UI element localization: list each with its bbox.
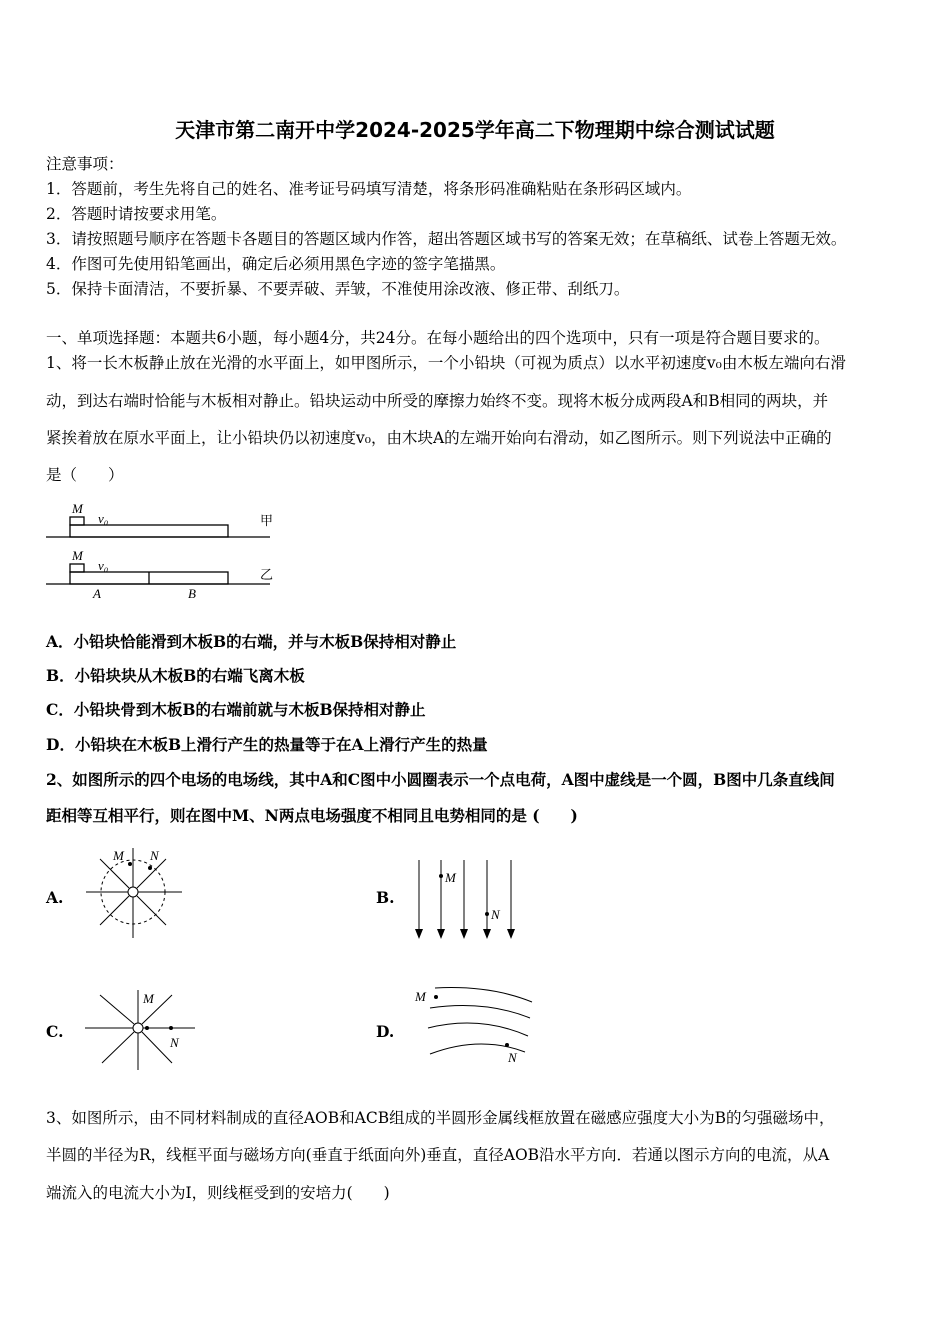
q3-text: 3、如图所示，由不同材料制成的直径AOB和ACB组成的半圆形金属线框放置在磁感应强度大小为B的匀强磁场中， (46, 1109, 835, 1127)
field-c-diagram (80, 985, 200, 1075)
label-b: B (188, 586, 196, 601)
q3-text: 端流入的电流大小为I，则线框受到的安培力( ) (46, 1184, 390, 1202)
note-item: 4．作图可先使用铅笔画出，确定后必须用黑色字迹的签字笔描黑。 (46, 255, 506, 273)
q2-label-b[interactable]: B. (376, 888, 395, 907)
label-a: A (93, 586, 101, 601)
note-item: 2．答题时请按要求用笔。 (46, 205, 227, 223)
q2-text: 2、如图所示的四个电场的电场线，其中A和C图中小圆圈表示一个点电荷，A图中虚线是一个圆，B图中几条直线间 (46, 770, 835, 789)
option-c[interactable]: C．小铅块骨到木板B的右端前就与木板B保持相对静止 (46, 700, 426, 719)
option-d[interactable]: D．小铅块在木板B上滑行产生的热量等于在A上滑行产生的热量 (46, 735, 488, 754)
q3-text: 半圆的半径为R，线框平面与磁场方向(垂直于纸面向外)垂直，直径AOB沿水平方向．若通以图示方向的电流，从A (46, 1146, 830, 1164)
label-m: M (445, 870, 456, 885)
notes-heading: 注意事项： (46, 155, 124, 173)
page-title: 天津市第二南开中学2024-2025学年高二下物理期中综合测试试题 (175, 118, 775, 142)
label-m: M (72, 548, 83, 563)
field-d-diagram (410, 980, 540, 1070)
q1-text: 是（ ） (46, 466, 124, 484)
q1-text: 紧挨着放在原水平面上，让小铅块仍以初速度v₀，由木块A的左端开始向右滑动，如乙图所示。则下列说法中正确的 (46, 429, 832, 447)
q1-text: 1、将一长木板静止放在光滑的水平面上，如甲图所示，一个小铅块（可视为质点）以水平初速度v₀由木板左端向右滑 (46, 354, 846, 372)
q2-label-d[interactable]: D. (376, 1022, 395, 1041)
field-b-diagram (405, 855, 525, 945)
field-a-diagram (80, 840, 190, 950)
option-a[interactable]: A．小铅块恰能滑到木板B的右端，并与木板B保持相对静止 (46, 632, 457, 651)
q1-text: 动，到达右端时恰能与木板相对静止。铅块运动中所受的摩擦力始终不变。现将木板分成两段A和B相同的两块，并 (46, 392, 829, 410)
option-b[interactable]: B．小铅块块从木板B的右端飞离木板 (46, 666, 305, 685)
label-jia: 甲 (260, 513, 274, 528)
note-item: 1．答题前，考生先将自己的姓名、准考证号码填写清楚，将条形码准确粘贴在条形码区域内。 (46, 180, 692, 198)
q2-text: 距相等互相平行，则在图中M、N两点电场强度不相同且电势相同的是 ( ) (46, 806, 578, 825)
label-m: M (113, 848, 124, 863)
section-heading: 一、单项选择题：本题共6小题，每小题4分，共24分。在每小题给出的四个选项中，只有一项是符合题目要求的。 (46, 329, 830, 347)
label-n: N (150, 848, 159, 863)
note-item: 3．请按照题号顺序在答题卡各题目的答题区域内作答，超出答题区域书写的答案无效；在草稿纸、试卷上答题无效。 (46, 230, 847, 248)
label-yi: 乙 (260, 567, 274, 582)
label-n: N (170, 1035, 179, 1050)
q2-label-c[interactable]: C. (46, 1022, 64, 1041)
label-m: M (72, 501, 83, 516)
label-m: M (415, 989, 426, 1004)
label-n: N (508, 1050, 517, 1065)
label-v0: v₀ (98, 511, 109, 526)
note-item: 5．保持卡面清洁，不要折暴、不要弄破、弄皱，不准使用涂改液、修正带、刮纸刀。 (46, 280, 630, 298)
q1-figure (40, 495, 290, 605)
label-n: N (491, 907, 500, 922)
label-v0: v₀ (98, 558, 109, 573)
label-m: M (143, 991, 154, 1006)
q2-label-a[interactable]: A. (46, 888, 64, 907)
